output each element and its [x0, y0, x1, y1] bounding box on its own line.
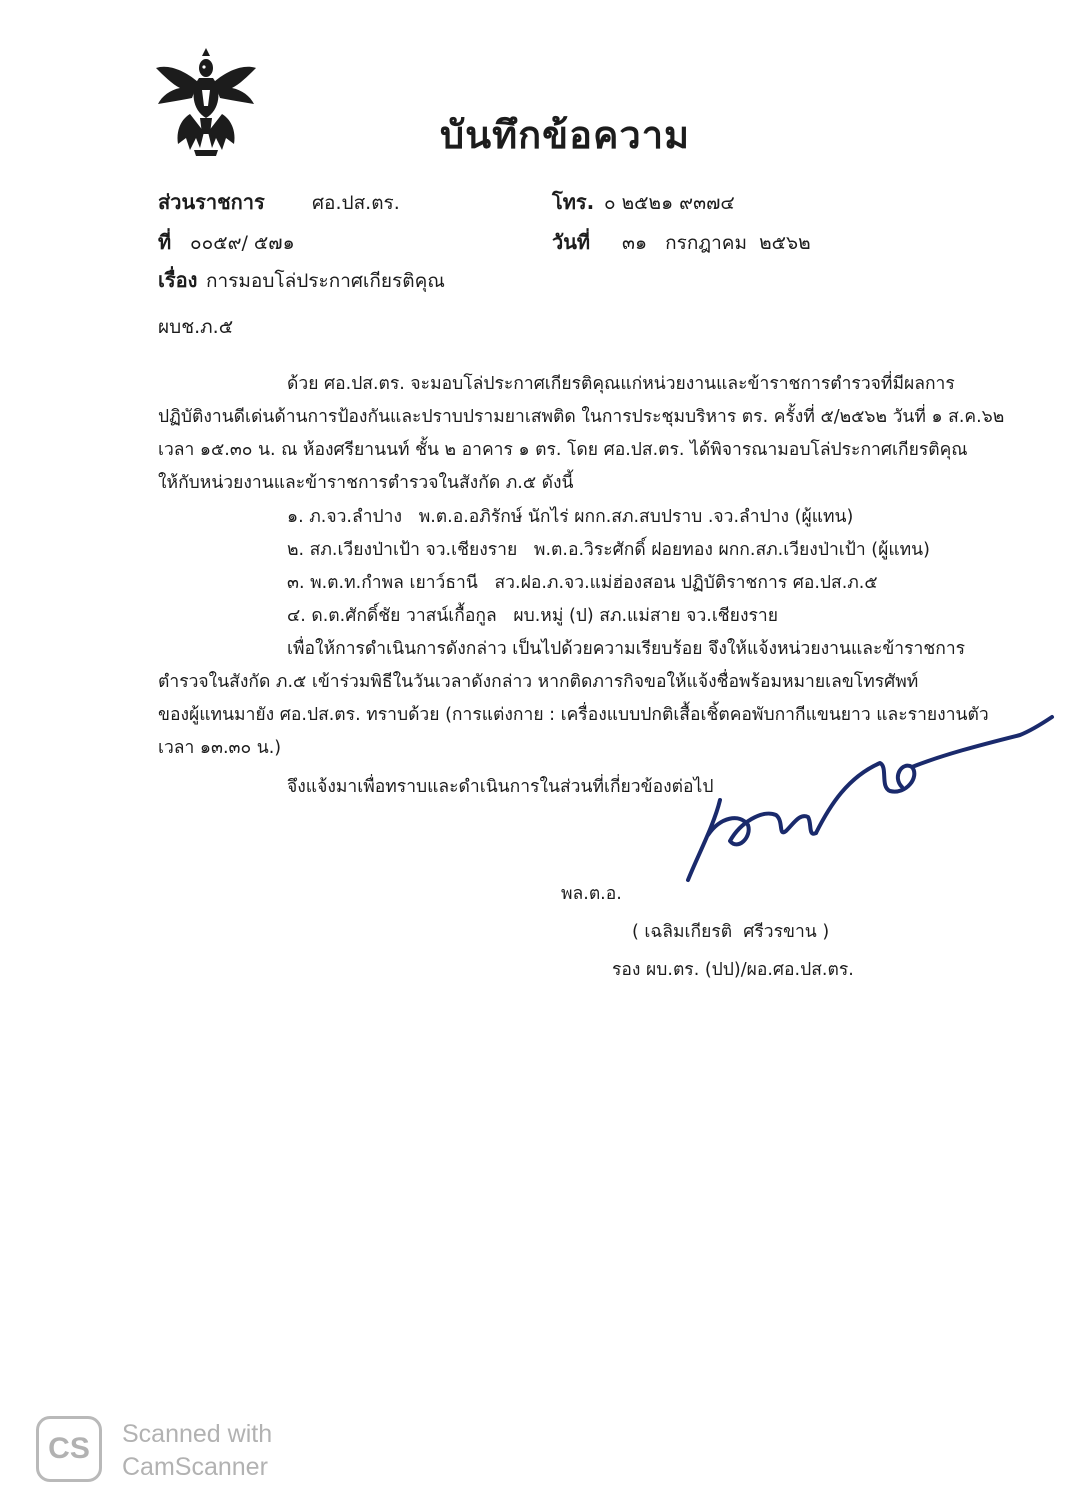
garuda-emblem-icon — [150, 48, 262, 160]
ref-label: ที่ — [158, 230, 172, 254]
closing-line: จึงแจ้งมาเพื่อทราบและดำเนินการในส่วนที่เกี่ยวข้องต่อไป — [287, 777, 714, 797]
subject-label: เรื่อง — [158, 268, 198, 292]
date-value: ๓๑ กรกฎาคม ๒๕๖๒ — [622, 232, 811, 254]
recipient: ผบช.ภ.๕ — [158, 316, 234, 338]
paragraph1-line: ปฏิบัติงานดีเด่นด้านการป้องกันและปราบปรามยาเสพติด ในการประชุมบริหาร ตร. ครั้งที่ ๕/๒๕๖๒ วันที่ ๑ ส.ค.๖๒ — [158, 407, 1005, 427]
paragraph2-line: ตำรวจในสังกัด ภ.๕ เข้าร่วมพิธีในวันเวลาดังกล่าว หากติดภารกิจขอให้แจ้งชื่อพร้อมหมายเลขโทรศัพท์ — [158, 672, 919, 692]
paragraph1-line: เวลา ๑๕.๓๐ น. ณ ห้องศรียานนท์ ชั้น ๒ อาคาร ๑ ตร. โดย ศอ.ปส.ตร. ได้พิจารณามอบโล่ประกาศเกียรติคุณ — [158, 440, 968, 460]
signer-position: รอง ผบ.ตร. (ปป)/ผอ.ศอ.ปส.ตร. — [612, 960, 854, 980]
paragraph2-line: เวลา ๑๓.๓๐ น.) — [158, 738, 282, 758]
watermark-line1: Scanned with — [122, 1420, 273, 1448]
paragraph2-line: เพื่อให้การดำเนินการดังกล่าว เป็นไปด้วยความเรียบร้อย จึงให้แจ้งหน่วยงานและข้าราชการ — [287, 639, 966, 659]
camscanner-logo-icon: CS — [36, 1416, 102, 1482]
list-item: ๔. ด.ต.ศักดิ์ชัย วาสน์เกื้อกูล ผบ.หมู่ (ป) สภ.แม่สาย จว.เชียงราย — [287, 606, 778, 626]
agency-label: ส่วนราชการ — [158, 190, 265, 214]
camscanner-watermark — [36, 1416, 336, 1486]
list-item: ๓. พ.ต.ท.กำพล เยาว์ธานี สว.ฝอ.ภ.จว.แม่ฮ่องสอน ปฏิบัติราชการ ศอ.ปส.ภ.๕ — [287, 573, 878, 593]
phone-label: โทร. — [552, 190, 595, 214]
phone-value: ๐ ๒๕๒๑ ๙๓๗๔ — [604, 192, 735, 214]
signer-name: ( เฉลิมเกียรติ ศรีวรขาน ) — [632, 922, 830, 942]
document-title: บันทึกข้อความ — [440, 113, 691, 157]
ref-value: ๐๐๕๙/ ๕๗๑ — [190, 232, 295, 254]
agency-value: ศอ.ปส.ตร. — [312, 192, 400, 214]
watermark-text — [122, 1418, 272, 1484]
subject-value: การมอบโล่ประกาศเกียรติคุณ — [206, 270, 445, 292]
handwritten-signature — [680, 705, 1060, 895]
watermark-line2: CamScanner — [122, 1453, 268, 1481]
list-item: ๒. สภ.เวียงป่าเป้า จว.เชียงราย พ.ต.อ.วิระศักดิ์ ฝอยทอง ผกก.สภ.เวียงป่าเป้า (ผู้แทน) — [287, 540, 930, 560]
signer-rank: พล.ต.อ. — [561, 884, 622, 904]
paragraph1-line: ด้วย ศอ.ปส.ตร. จะมอบโล่ประกาศเกียรติคุณแก่หน่วยงานและข้าราชการตำรวจที่มีผลการ — [287, 374, 955, 394]
list-item: ๑. ภ.จว.ลำปาง พ.ต.อ.อภิรักษ์ นักไร่ ผกก.สภ.สบปราบ .จว.ลำปาง (ผู้แทน) — [287, 507, 854, 527]
paragraph1-line: ให้กับหน่วยงานและข้าราชการตำรวจในสังกัด ภ.๕ ดังนี้ — [158, 473, 574, 493]
date-label: วันที่ — [552, 230, 591, 254]
paragraph2-line: ของผู้แทนมายัง ศอ.ปส.ตร. ทราบด้วย (การแต่งกาย : เครื่องแบบปกติเสื้อเชิ้ตคอพับกากีแขนยาว และรายงานตัว — [158, 705, 989, 725]
